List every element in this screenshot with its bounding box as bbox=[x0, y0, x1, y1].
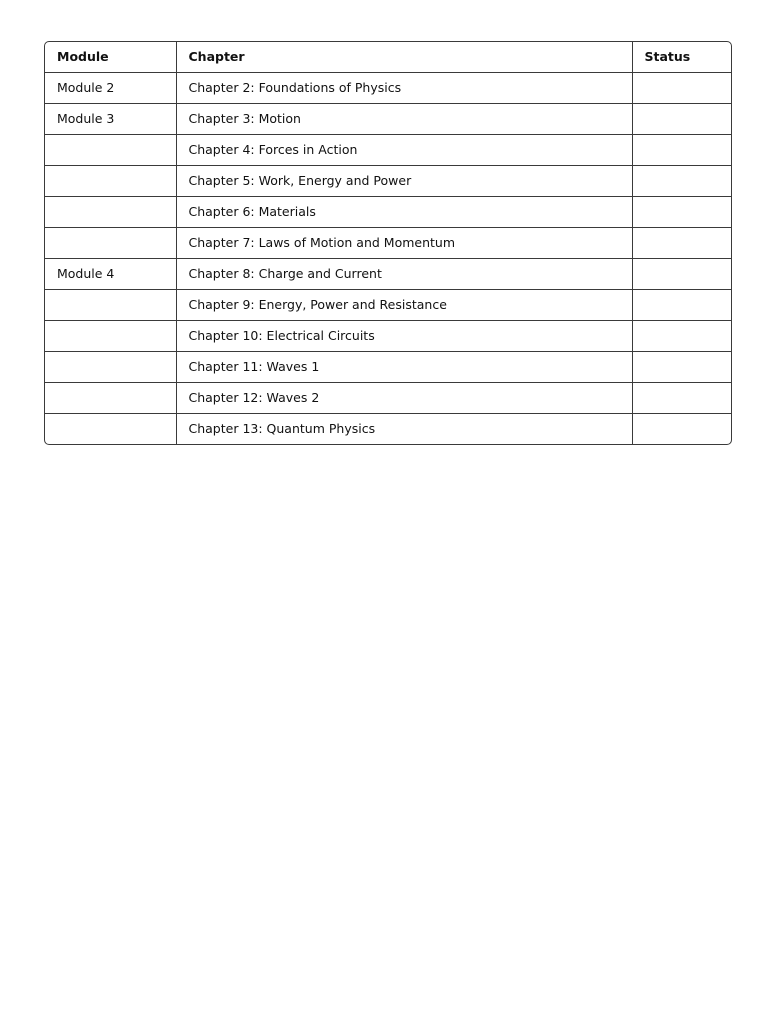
table-row bbox=[45, 73, 732, 104]
chapter-cell: Chapter 10: Electrical Circuits bbox=[176, 321, 632, 352]
status-cell[interactable] bbox=[632, 383, 732, 414]
chapter-cell: Chapter 2: Foundations of Physics bbox=[176, 73, 632, 104]
header-module: Module bbox=[45, 42, 176, 73]
chapter-cell: Chapter 7: Laws of Motion and Momentum bbox=[176, 228, 632, 259]
header-chapter: Chapter bbox=[176, 42, 632, 73]
module-cell bbox=[45, 414, 176, 445]
chapter-status-table bbox=[45, 42, 732, 444]
table-row bbox=[45, 383, 732, 414]
status-cell[interactable] bbox=[632, 321, 732, 352]
chapter-cell: Chapter 5: Work, Energy and Power bbox=[176, 166, 632, 197]
status-cell[interactable] bbox=[632, 290, 732, 321]
table-row bbox=[45, 259, 732, 290]
chapter-status-table-container bbox=[44, 41, 732, 445]
status-cell[interactable] bbox=[632, 166, 732, 197]
status-cell[interactable] bbox=[632, 135, 732, 166]
module-cell bbox=[45, 290, 176, 321]
table-row bbox=[45, 352, 732, 383]
status-cell[interactable] bbox=[632, 73, 732, 104]
table-row bbox=[45, 321, 732, 352]
table-row bbox=[45, 166, 732, 197]
status-cell[interactable] bbox=[632, 259, 732, 290]
module-cell bbox=[45, 383, 176, 414]
table-row bbox=[45, 104, 732, 135]
module-cell bbox=[45, 352, 176, 383]
table-row bbox=[45, 414, 732, 445]
chapter-cell: Chapter 3: Motion bbox=[176, 104, 632, 135]
chapter-cell: Chapter 6: Materials bbox=[176, 197, 632, 228]
module-cell bbox=[45, 228, 176, 259]
module-cell bbox=[45, 166, 176, 197]
header-status: Status bbox=[632, 42, 732, 73]
chapter-cell: Chapter 8: Charge and Current bbox=[176, 259, 632, 290]
status-cell[interactable] bbox=[632, 197, 732, 228]
table-row bbox=[45, 135, 732, 166]
module-cell bbox=[45, 321, 176, 352]
table-header-row bbox=[45, 42, 732, 73]
status-cell[interactable] bbox=[632, 352, 732, 383]
status-cell[interactable] bbox=[632, 228, 732, 259]
table-row bbox=[45, 290, 732, 321]
table-row bbox=[45, 197, 732, 228]
module-cell bbox=[45, 135, 176, 166]
table-row bbox=[45, 228, 732, 259]
chapter-cell: Chapter 11: Waves 1 bbox=[176, 352, 632, 383]
chapter-cell: Chapter 12: Waves 2 bbox=[176, 383, 632, 414]
module-cell: Module 2 bbox=[45, 73, 176, 104]
module-cell bbox=[45, 197, 176, 228]
chapter-cell: Chapter 13: Quantum Physics bbox=[176, 414, 632, 445]
chapter-cell: Chapter 9: Energy, Power and Resistance bbox=[176, 290, 632, 321]
status-cell[interactable] bbox=[632, 104, 732, 135]
status-cell[interactable] bbox=[632, 414, 732, 445]
module-cell: Module 3 bbox=[45, 104, 176, 135]
chapter-cell: Chapter 4: Forces in Action bbox=[176, 135, 632, 166]
module-cell: Module 4 bbox=[45, 259, 176, 290]
